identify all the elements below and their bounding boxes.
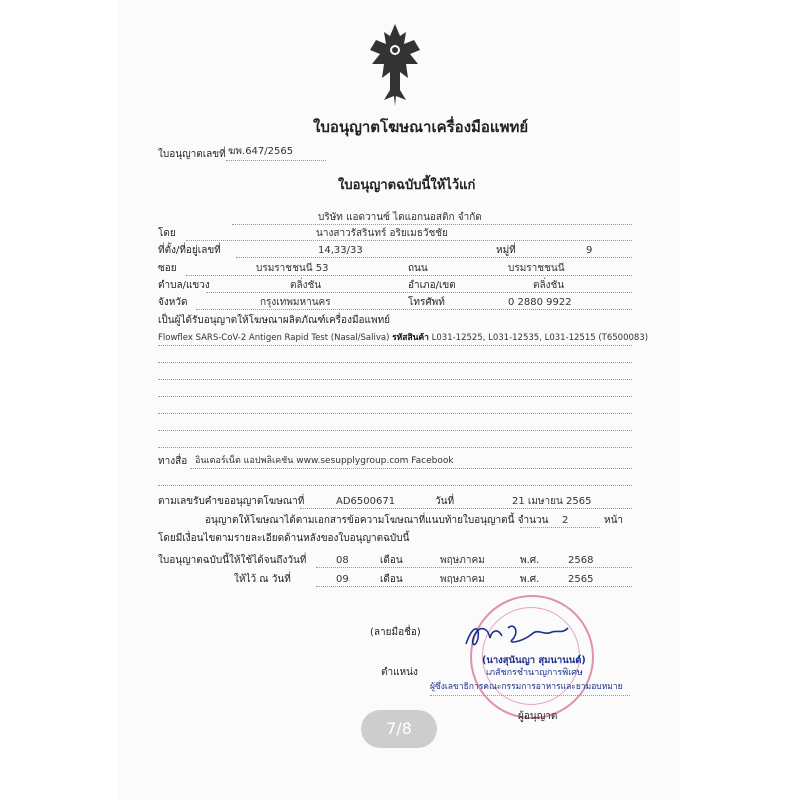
approve-text: อนุญาตให้โฆษณาได้ตามเอกสารข้อความโฆษณาที่แนบท้ายใบอนุญาตนี้ จำนวน [205, 515, 549, 526]
dotted-line [232, 224, 632, 225]
given-year: 2565 [568, 574, 594, 585]
by-value: นางสาวรัสรินทร์ อริยเมธวัชชัย [316, 228, 448, 239]
handwritten-signature [462, 618, 572, 652]
signer-title-2: ผู้ซึ่งเลขาธิการคณะกรรมการอาหารและยามอบหมาย [430, 682, 623, 692]
by-label: โดย [158, 228, 176, 239]
dotted-line [316, 586, 632, 587]
dotted-line [196, 309, 632, 310]
valid-day: 08 [336, 555, 349, 566]
tambon-label: ตำบล/แขวง [158, 280, 210, 291]
product-code-label: รหัสสินค้า [392, 333, 429, 343]
moo-value: 9 [586, 245, 593, 256]
dotted-line [158, 396, 632, 397]
approve-pages-unit: หน้า [604, 515, 624, 526]
dotted-line [158, 413, 632, 414]
dotted-line [158, 345, 632, 346]
valid-month: พฤษภาคม [440, 555, 485, 566]
phone-label: โทรศัพท์ [408, 297, 445, 308]
tambon-value: ตลิ่งชัน [290, 280, 322, 291]
dotted-line [520, 527, 600, 528]
dotted-line [158, 430, 632, 431]
license-no-label: ใบอนุญาตเลขที่ [158, 149, 226, 160]
media-value: อินเตอร์เน็ต แอปพลิเคชัน www.sesupplygroup.com Facebook [195, 456, 454, 466]
permit-text: เป็นผู้ได้รับอนุญาตให้โฆษณาผลิตภัณฑ์เครื่องมือแพทย์ [158, 315, 391, 326]
dotted-line [226, 160, 326, 161]
valid-year-label: พ.ศ. [520, 555, 540, 566]
moo-label: หมู่ที่ [496, 245, 516, 256]
valid-label: ใบอนุญาตฉบับนี้ให้ใช้ได้จนถึงวันที่ [158, 555, 307, 566]
amphoe-label: อำเภอ/เขต [408, 280, 456, 291]
garuda-emblem-icon [360, 20, 430, 110]
soi-value: บรมราชชนนี 53 [256, 263, 329, 274]
given-year-label: พ.ศ. [520, 574, 540, 585]
dotted-line [206, 292, 632, 293]
dotted-line [158, 485, 632, 486]
dotted-line [158, 447, 632, 448]
dotted-line [190, 468, 632, 469]
subtitle: ใบอนุญาตฉบับนี้ให้ไว้แก่ [338, 178, 476, 193]
request-label: ตามเลขรับคำขออนุญาตโฆษณาที่ [158, 496, 305, 507]
soi-label: ซอย [158, 263, 177, 274]
dotted-line [158, 379, 632, 380]
request-date-label: วันที่ [435, 496, 455, 507]
address-label: ที่ตั้ง/ที่อยู่เลขที่ [158, 245, 221, 256]
product-codes: L031-12525, L031-12535, L031-12515 (T6500083) [431, 333, 649, 343]
dotted-line [186, 240, 632, 241]
amphoe-value: ตลิ่งชัน [533, 280, 565, 291]
province-label: จังหวัด [158, 297, 188, 308]
dotted-line [186, 275, 632, 276]
road-label: ถนน [408, 263, 428, 274]
product-name-text: Flowflex SARS-CoV-2 Antigen Rapid Test (Nasal/Saliva) [158, 333, 390, 343]
media-label: ทางสื่อ [158, 456, 188, 467]
license-no-value: ฆพ.647/2565 [228, 146, 294, 157]
given-day: 09 [336, 574, 349, 585]
approve-pages-value: 2 [562, 515, 569, 526]
dotted-line [158, 362, 632, 363]
page-indicator: 7/8 [361, 710, 437, 748]
road-value: บรมราชชนนี [508, 263, 565, 274]
signature-label: (ลายมือชื่อ) [370, 627, 421, 638]
company-name: บริษัท แอดวานซ์ ไดแอกนอสติก จำกัด [318, 212, 482, 223]
request-date-value: 21 เมษายน 2565 [512, 496, 592, 507]
position-label: ตำแหน่ง [381, 667, 418, 678]
given-month-label: เดือน [380, 574, 403, 585]
request-value: AD6500671 [336, 496, 396, 507]
phone-value: 0 2880 9922 [508, 297, 572, 308]
valid-year: 2568 [568, 555, 594, 566]
document-title: ใบอนุญาตโฆษณาเครื่องมือแพทย์ [313, 118, 529, 136]
province-value: กรุงเทพมหานคร [260, 297, 331, 308]
valid-month-label: เดือน [380, 555, 403, 566]
address-value: 14,33/33 [318, 245, 363, 256]
signer-title-1: เภสัชกรชำนาญการพิเศษ [486, 668, 583, 678]
dotted-line [430, 695, 630, 696]
licensor-label: ผู้อนุญาต [518, 711, 558, 722]
dotted-line [316, 567, 632, 568]
conditions-text: โดยมีเงื่อนไขตามรายละเอียดด้านหลังของใบอนุญาตฉบับนี้ [158, 533, 410, 544]
product-name [158, 334, 648, 343]
signer-name: (นางสุนันญา สุมนานนต์) [482, 655, 586, 666]
dotted-line [300, 508, 632, 509]
dotted-line [236, 257, 632, 258]
given-label: ให้ไว้ ณ วันที่ [234, 574, 291, 585]
given-month: พฤษภาคม [440, 574, 485, 585]
